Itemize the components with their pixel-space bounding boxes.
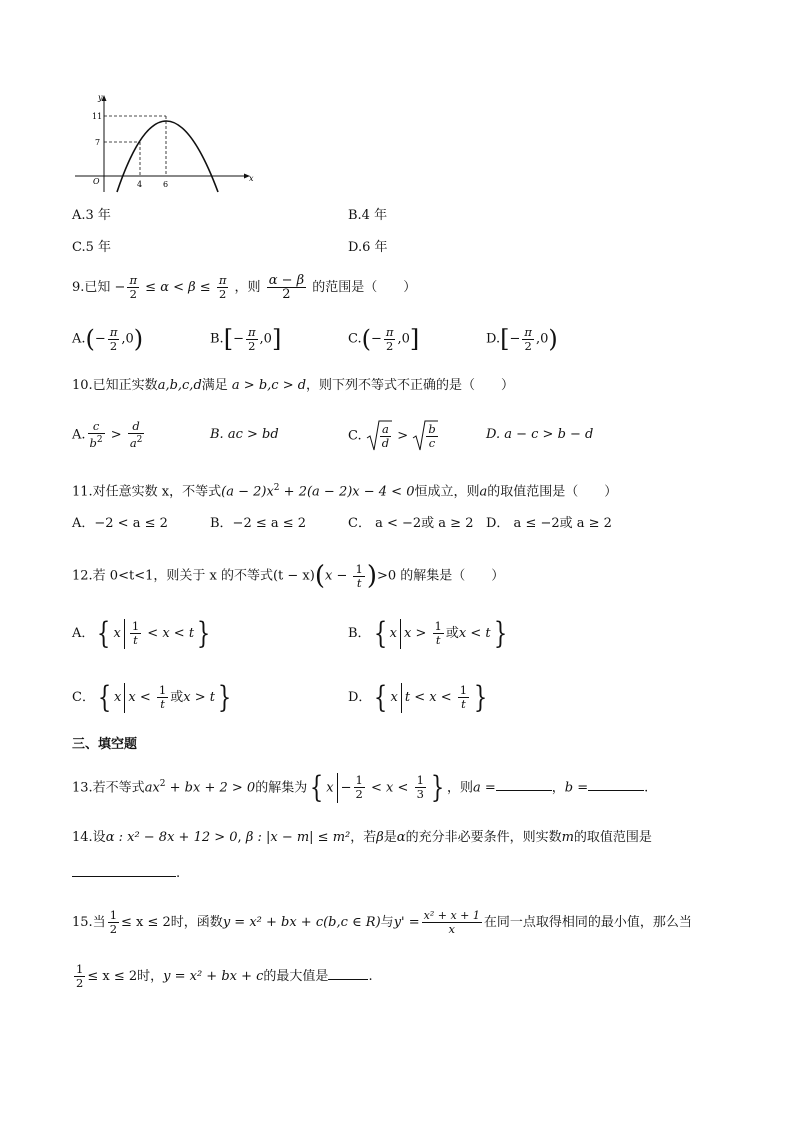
q14-answer-line: . xyxy=(72,864,180,884)
q11-option-a: A．−2 < a ≤ 2 xyxy=(72,516,168,531)
q14-stem: 14.设α : x² − 8x + 12 > 0, β : |x − m| ≤ m²，若β是α的充分非必要条件，则实数m的取值范围是 xyxy=(72,830,652,845)
q8-option-c: C.5 年 xyxy=(72,240,112,255)
q9-option-d: D.[− $\frac{\pi}{2}$ ,0) xyxy=(486,324,558,353)
q11-option-d: D． a ≤ −2或 a ≥ 2 xyxy=(486,516,612,531)
q8-option-a: A.3 年 xyxy=(72,208,111,223)
q11-option-b: B．−2 ≤ a ≤ 2 xyxy=(210,516,307,531)
q15-function2: y' = xyxy=(393,915,420,930)
q9-suffix2: 的范围是（ ） xyxy=(312,280,417,295)
q12-option-d: D．{ x t < x < $\frac{1}{t}$ } xyxy=(348,679,488,715)
q12-option-c: C．{ x x < $\frac{1}{t}$ 或x > t} xyxy=(72,679,232,715)
q12-stem: 12.若 0<t<1，则关于 x 的不等式(t − x)(x − $\frac{1}{t}$ )>0 的解集是（ ） xyxy=(72,561,505,591)
q12-option-b: B．{ x x > $\frac{1}{t}$ 或x < t} xyxy=(348,615,507,651)
q15-line-1: 15.当 $\frac{1}{2}$ ≤ x ≤ 2时，函数y = x² + bx + c(b,c ∈ R)与y' = $\frac{\text{x² + x + 1}}{x}$ 在同一点取得相同的最小值，那么当 xyxy=(72,908,692,936)
q10-stem: 10.已知正实数a,b,c,d满足 a > b,c > d，则下列不等式不正确的是（ ） xyxy=(72,378,515,393)
q11-stem: 11.对任意实数 x，不等式$(a - 2)x^2 + 2(a - 2)x - 4 < 0$恒成立，则a的取值范围是（ ） xyxy=(72,483,618,500)
q12-option-a: A．{ x $\frac{1}{t}$ < x < t} xyxy=(72,615,211,651)
x-tick-6: 6 xyxy=(163,180,169,189)
q10-condition: a > b,c > d xyxy=(231,378,307,393)
q10-option-a: A. $\frac{c}{b^2}$ > $\frac{d}{a^2}$ xyxy=(72,419,143,450)
q14-blank[interactable] xyxy=(72,876,176,877)
q9-suffix: ，则 xyxy=(234,280,261,295)
q15-line-2: $\frac{1}{2}$ ≤ x ≤ 2时，y = x² + bx + c的最大值是 . xyxy=(76,962,373,990)
y-axis-label: y xyxy=(98,93,103,102)
q15-function: y = x² + bx + c(b,c ∈ R) xyxy=(222,915,381,930)
y-tick-11: 11 xyxy=(92,112,103,121)
q15-function-again: y = x² + bx + c xyxy=(163,969,264,984)
q9-option-b: B.[− $\frac{\pi}{2}$ ,0] xyxy=(210,324,282,353)
x-axis-label: x xyxy=(249,174,254,183)
q14-alpha: α : x² − 8x + 12 > 0 xyxy=(105,830,238,845)
q9-stem: 9.已知 − $\frac{\pi}{2}$ ≤ α < β ≤ $\frac{\pi}{2}$ ，则 $\frac{\alpha - \beta}{2}$ 的范围是（ ） xyxy=(72,273,417,302)
parabola-graph xyxy=(70,92,260,194)
section-title: 三、填空题 xyxy=(72,737,138,752)
q8-option-b: B.4 年 xyxy=(348,208,388,223)
q9-option-a: A.(− $\frac{\pi}{2}$ ,0) xyxy=(72,324,144,353)
q13-a-label: a = xyxy=(473,780,496,796)
q13-b-label: b = xyxy=(564,780,589,796)
q10-option-b: B. ac > bd xyxy=(210,427,279,442)
y-tick-7: 7 xyxy=(95,138,101,147)
x-tick-4: 4 xyxy=(137,180,143,189)
q9-option-c: C.(− $\frac{\pi}{2}$ ,0] xyxy=(348,324,420,353)
q10-option-d: D. a − c > b − d xyxy=(486,427,594,442)
q8-option-d: D.6 年 xyxy=(348,240,388,255)
origin-label: O xyxy=(93,177,100,186)
q13-blank-b[interactable] xyxy=(588,790,644,791)
q13-stem: 13.若不等式$ax^2$ + bx + 2 > 0的解集为{ x − $\frac{1}{2}$ < x < $\frac{1}{3}$ } ，则a = ，b = . xyxy=(72,769,649,805)
q11-option-c: C． a < −2或 a ≥ 2 xyxy=(348,516,474,531)
q15-blank[interactable] xyxy=(328,979,368,980)
q10-option-c: C. $\frac{a}{d}$ > $\frac{b}{c}$ xyxy=(348,420,440,452)
q13-blank-a[interactable] xyxy=(496,790,552,791)
q10-vars: a,b,c,d xyxy=(157,378,202,393)
q14-beta: β : |x − m| ≤ m² xyxy=(245,830,351,845)
q9-prefix: 9.已知 xyxy=(72,280,111,295)
